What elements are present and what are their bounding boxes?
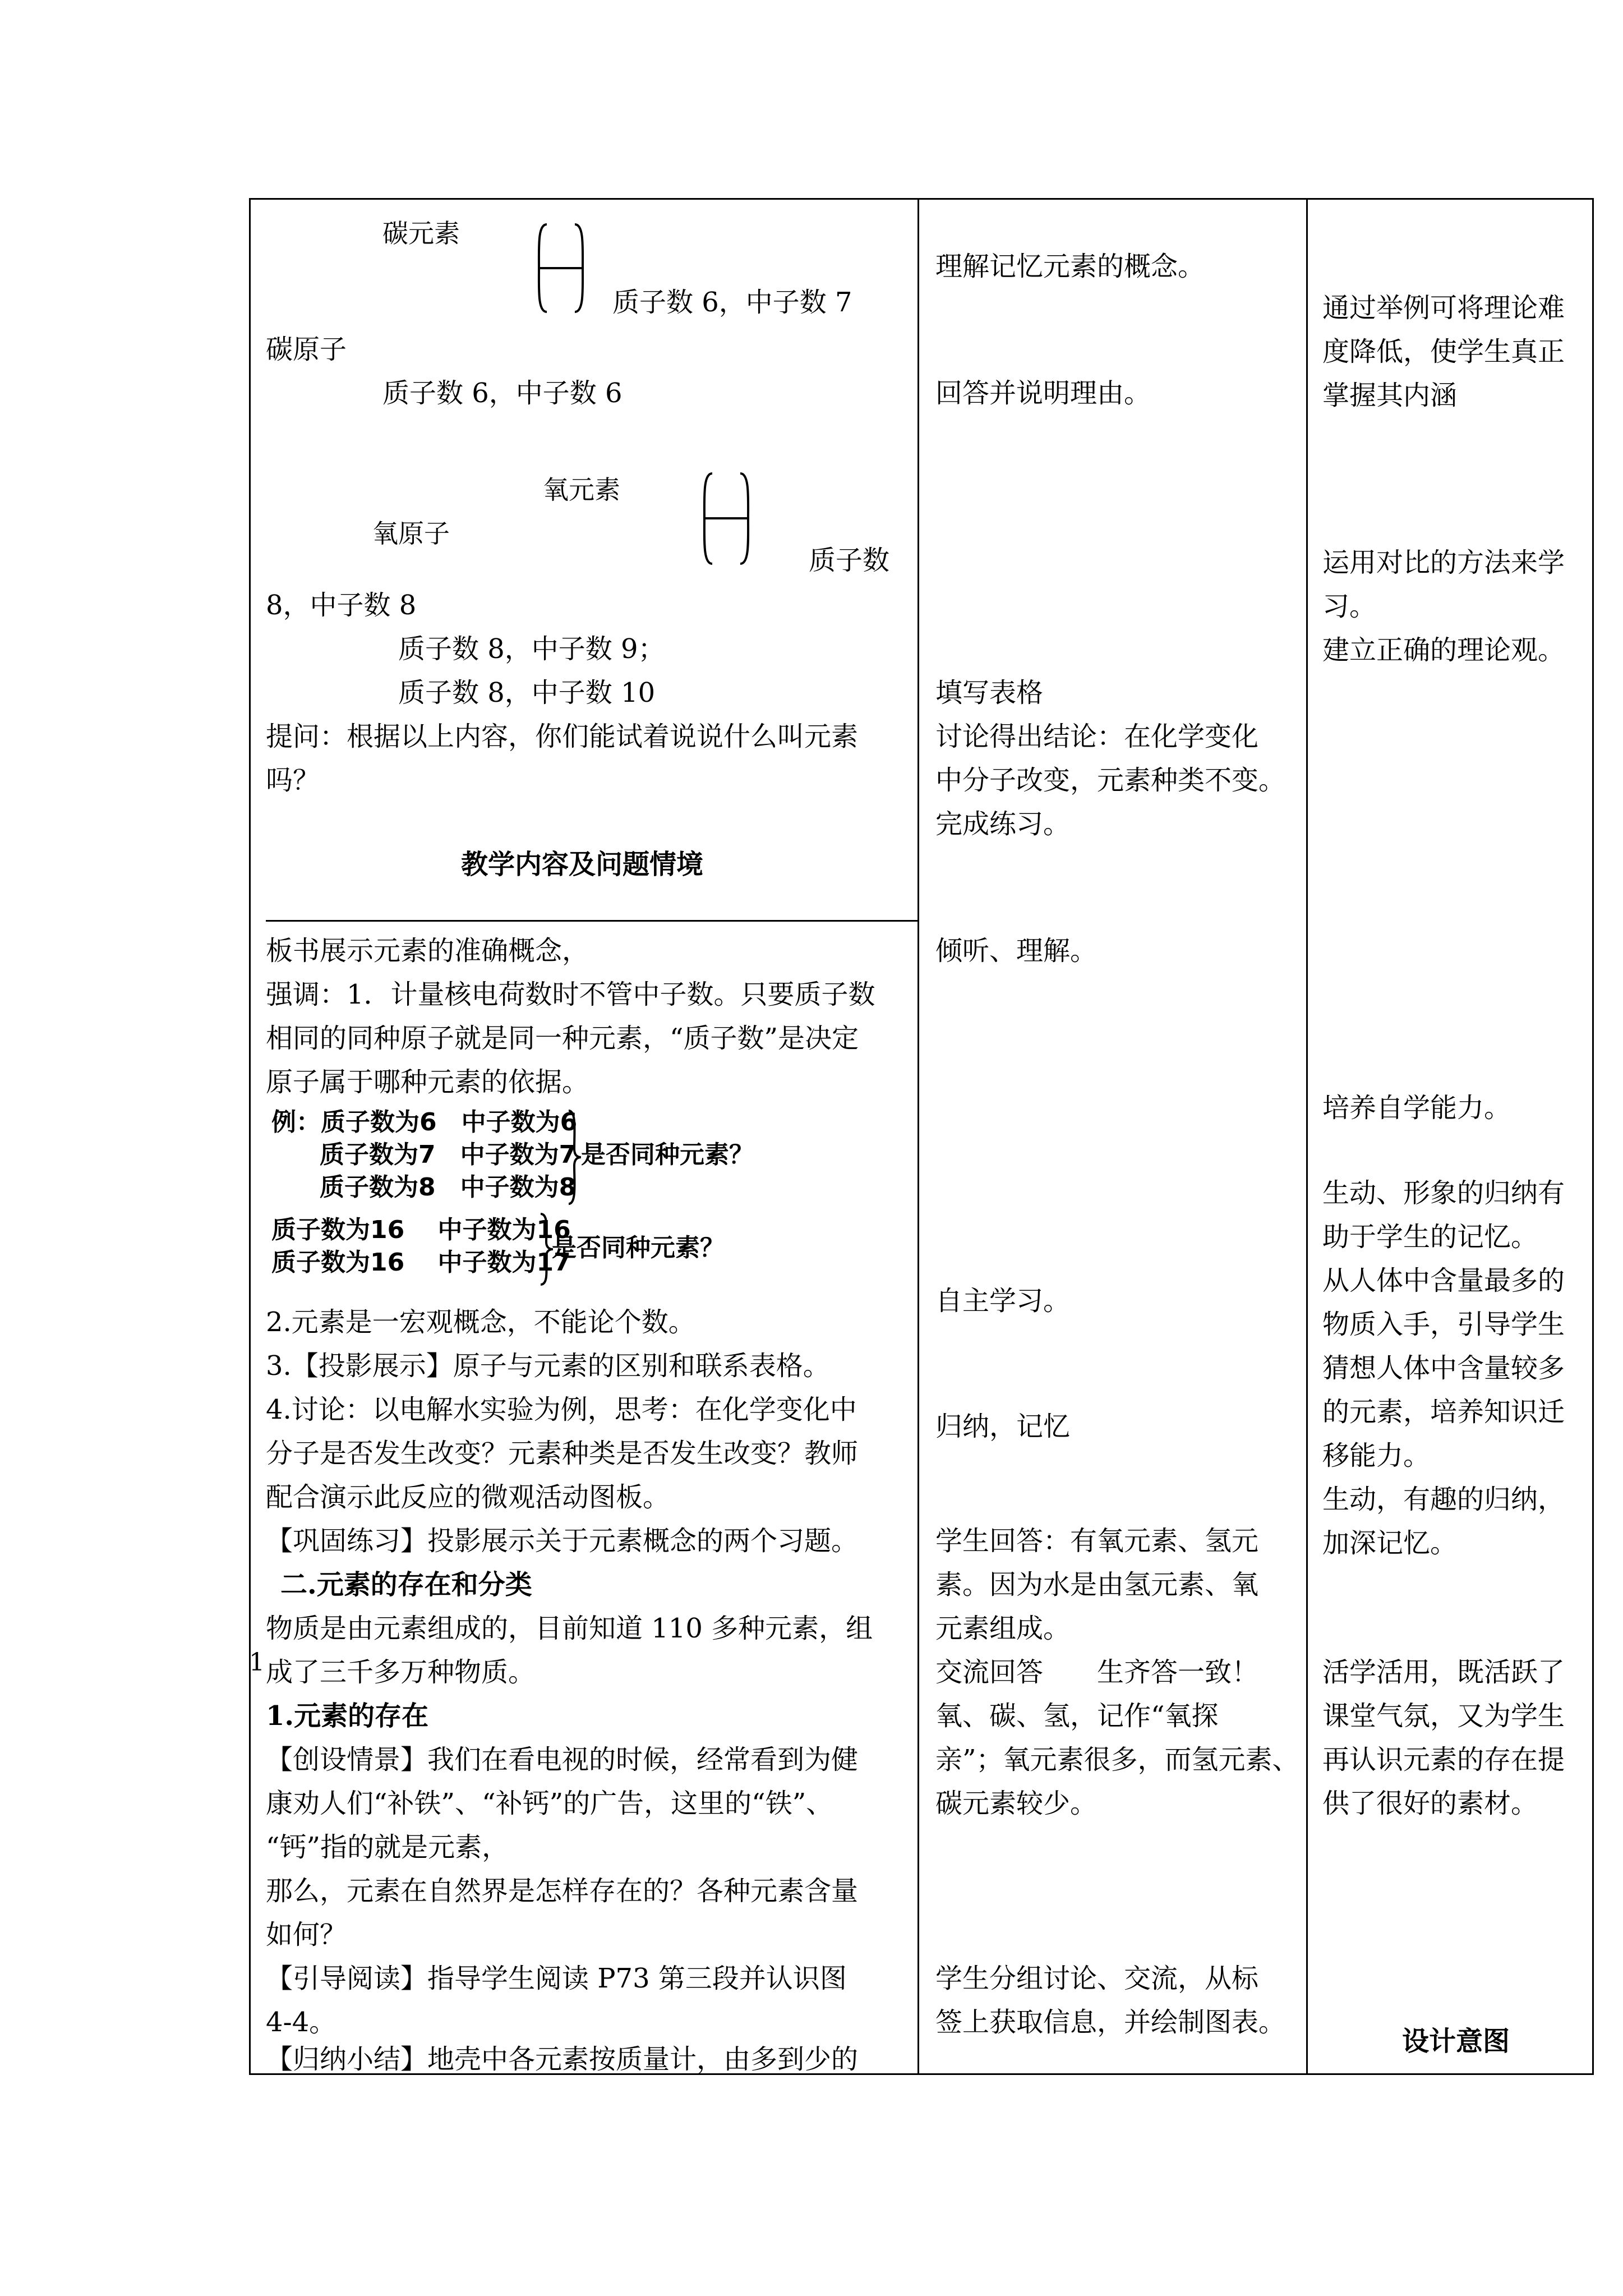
column-divider-2 [1306,198,1308,2075]
student-activity-10b: 氧、碳、氢，记作“氧探 [935,1700,1219,1732]
subsection-1-heading: 1.元素的存在 [266,1700,429,1732]
student-activity-6: 倾听、理解。 [935,935,1098,967]
student-activity-8: 归纳，记忆 [935,1411,1071,1442]
point-3: 3.【投影展示】原子与元素的区别和联系表格。 [266,1350,830,1382]
carbon-p6n7: 质子数 6，中子数 7 [612,287,852,318]
emphasis-line-1: 强调：1．计量核电荷数时不管中子数。只要质子数 [266,979,875,1010]
point-4-line-1: 4.讨论：以电解水实验为例，思考：在化学变化中 [266,1394,857,1425]
design-intent-6e: 移能力。 [1322,1440,1431,1471]
student-activity-11a: 学生分组讨论、交流，从标 [935,1963,1259,1994]
oxygen-atom-label: 氧原子 [372,518,450,549]
student-activity-10c: 亲”；氧元素很多，而氢元素、 [935,1744,1299,1775]
design-intent-1b: 度降低，使学生真正 [1322,336,1565,367]
design-intent-6c: 猜想人体中含量较多 [1322,1352,1565,1384]
oxygen-p8n9: 质子数 8，中子数 9； [398,633,665,665]
student-activity-7: 自主学习。 [935,1285,1071,1317]
student-activity-10d: 碳元素较少。 [935,1788,1098,1819]
matter-line-1: 物质是由元素组成的，目前知道 110 多种元素，组 [266,1613,873,1644]
oxygen-p8n10: 质子数 8，中子数 10 [398,677,656,708]
design-intent-2a: 运用对比的方法来学 [1322,547,1565,578]
example-row-1: 例：质子数为6 中子数为6 [271,1108,578,1137]
ask-line-2: 如何？ [266,1919,347,1950]
design-intent-header: 设计意图 [1402,2026,1510,2057]
example-row-4: 质子数为16 中子数为16 [271,1216,571,1244]
design-intent-7b: 加深记忆。 [1322,1527,1458,1559]
question-line-1: 提问：根据以上内容，你们能试着说说什么叫元素 [266,721,859,752]
design-intent-8c: 再认识元素的存在提 [1322,1744,1565,1775]
question-line-2: 吗？ [266,765,320,796]
student-activity-2: 回答并说明理由。 [935,378,1151,409]
emphasis-line-2: 相同的同种原子就是同一种元素，“质子数”是决定 [266,1023,859,1054]
design-intent-6a: 从人体中含量最多的 [1322,1265,1565,1296]
point-4-line-2: 分子是否发生改变？元素种类是否发生改变？教师 [266,1438,859,1469]
carbon-atom-label: 碳原子 [266,334,347,365]
student-activity-10a: 交流回答 生齐答一致！ [935,1657,1259,1688]
point-4-line-3: 配合演示此反应的微观活动图板。 [266,1481,670,1513]
oxygen-brace-icon [701,472,751,565]
student-activity-5: 完成练习。 [935,808,1071,840]
design-intent-6b: 物质入手，引导学生 [1322,1309,1565,1340]
board-concept: 板书展示元素的准确概念， [266,935,589,967]
scene-line-1: 【创设情景】我们在看电视的时候，经常看到为健 [266,1744,859,1775]
student-activity-1: 理解记忆元素的概念。 [935,251,1205,282]
section-2-heading: 二.元素的存在和分类 [280,1569,532,1600]
design-intent-5b: 助于学生的记忆。 [1322,1221,1538,1253]
carbon-p6n6: 质子数 6，中子数 6 [382,378,623,409]
student-activity-4a: 讨论得出结论：在化学变化 [935,721,1259,752]
design-intent-2b: 习。 [1322,591,1377,622]
student-activity-3: 填写表格 [935,677,1044,708]
design-intent-4: 培养自学能力。 [1322,1092,1511,1124]
scene-line-3: “钙”指的就是元素， [266,1832,509,1863]
section-divider-line [266,920,917,922]
oxygen-proton-b: 8，中子数 8 [266,590,417,621]
oxygen-element-label: 氧元素 [543,475,620,505]
page-number: 1 [249,1648,265,1677]
design-intent-3: 建立正确的理论观。 [1322,634,1565,666]
example-question-1: 是否同种元素？ [581,1140,754,1169]
example-question-2: 是否同种元素？ [552,1234,725,1262]
oxygen-proton-a: 质子数 [809,545,890,576]
design-intent-1a: 通过举例可将理论难 [1322,292,1565,324]
matter-line-2: 成了三千多万种物质。 [266,1657,536,1688]
teaching-content-header: 教学内容及问题情境 [461,849,704,880]
student-activity-4b: 中分子改变，元素种类不变。 [935,765,1286,796]
reading-line-2: 4-4。 [266,2007,336,2038]
summary-line: 【归纳小结】地壳中各元素按质量计，由多到少的 [266,2044,859,2075]
design-intent-5a: 生动、形象的归纳有 [1322,1177,1565,1209]
ask-line-1: 那么，元素在自然界是怎样存在的？各种元素含量 [266,1875,859,1907]
design-intent-8d: 供了很好的素材。 [1322,1788,1538,1819]
scene-line-2: 康劝人们“补铁”、“补钙”的广告，这里的“铁”、 [266,1788,833,1819]
example-row-5: 质子数为16 中子数为17 [271,1248,571,1277]
design-intent-8b: 课堂气氛，又为学生 [1322,1700,1565,1732]
student-activity-9c: 元素组成。 [935,1613,1071,1644]
design-intent-8a: 活学活用，既活跃了 [1322,1657,1565,1688]
point-2: 2.元素是一宏观概念，不能论个数。 [266,1306,695,1338]
student-activity-9a: 学生回答：有氧元素、氢元 [935,1525,1259,1557]
reading-line-1: 【引导阅读】指导学生阅读 P73 第三段并认识图 [266,1963,847,1994]
consolidation-exercise: 【巩固练习】投影展示关于元素概念的两个习题。 [266,1525,859,1557]
student-activity-11b: 签上获取信息，并绘制图表。 [935,2007,1286,2038]
example-row-2: 质子数为7 中子数为7 [320,1140,577,1169]
column-divider-1 [917,198,919,2075]
student-activity-9b: 素。因为水是由氢元素、氧 [935,1569,1259,1600]
emphasis-line-3: 原子属于哪种元素的依据。 [266,1066,589,1098]
design-intent-6d: 的元素，培养知识迁 [1322,1396,1565,1428]
design-intent-1c: 掌握其内涵 [1322,380,1458,411]
carbon-element-label: 碳元素 [382,218,460,249]
example-row-3: 质子数为8 中子数为8 [320,1173,577,1202]
carbon-brace-icon [536,223,586,313]
design-intent-7a: 生动，有趣的归纳， [1322,1484,1565,1515]
